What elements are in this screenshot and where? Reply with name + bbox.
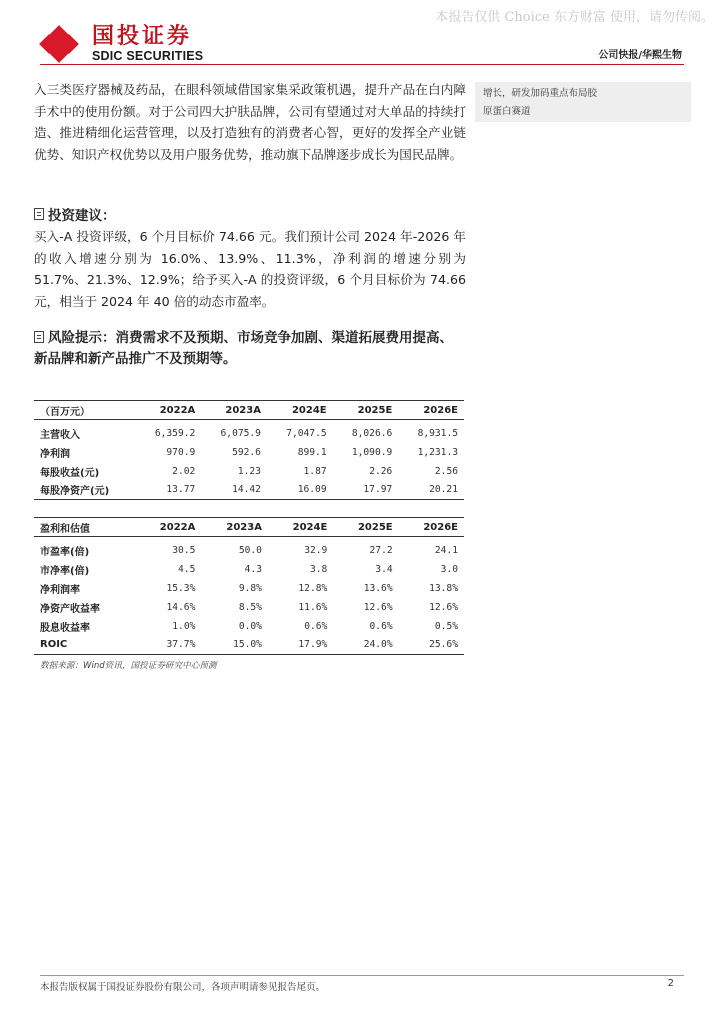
table-cell: 1.23 — [237, 465, 261, 477]
data-source: 数据来源：Wind资讯，国投证券研究中心预测 — [40, 661, 217, 671]
table-cell: 6,359.2 — [154, 427, 196, 439]
side-note — [475, 82, 691, 122]
page-number: 2 — [667, 978, 674, 989]
row-label: 每股净资产(元) — [40, 486, 110, 498]
table-cell: 16.09 — [297, 484, 327, 496]
row-label: 净利润率 — [40, 584, 80, 596]
table-cell: 17.9% — [298, 639, 328, 651]
risk-text: 风险提示：消费需求不及预期、市场竞争加剧、渠道拓展费用提高、新品牌和新产品推广不及预期等。 — [34, 330, 453, 367]
logo-text-en: SDIC SECURITIES — [92, 49, 204, 63]
table-cell: 12.6% — [363, 601, 393, 613]
table-cell: 12.8% — [298, 582, 328, 594]
table-header: 2022A — [159, 404, 196, 416]
table-cell: 1.0% — [172, 620, 196, 632]
table-cell: 0.6% — [304, 620, 328, 632]
table-row — [34, 598, 464, 617]
row-label: 市盈率(倍) — [40, 546, 90, 558]
table-cell: 0.5% — [434, 620, 458, 632]
table-header-row — [34, 518, 464, 537]
table-row — [34, 462, 464, 481]
table-cell: 14.6% — [166, 601, 196, 613]
row-label: 市净率(倍) — [40, 565, 90, 577]
row-label: 每股收益(元) — [40, 467, 100, 479]
table-cell: 0.0% — [238, 620, 262, 632]
table-row — [34, 579, 464, 598]
investment-title-text: 投资建议： — [48, 208, 116, 224]
footer-disclaimer: 本报告版权属于国投证券股份有限公司，各项声明请参见报告尾页。 — [40, 982, 326, 993]
table-cell: 30.5 — [172, 544, 196, 556]
table-cell: 15.3% — [166, 582, 196, 594]
table-cell: 2.56 — [434, 465, 458, 477]
table-row — [34, 560, 464, 579]
table-cell: 17.97 — [363, 484, 393, 496]
table-cell: 4.3 — [244, 563, 262, 575]
table-cell: 20.21 — [429, 484, 458, 496]
table-cell: 13.6% — [363, 582, 393, 594]
table-header: 盈利和估值 — [40, 523, 90, 535]
table-cell: 899.1 — [297, 446, 327, 458]
table-row — [34, 443, 464, 462]
table-cell: 592.6 — [232, 446, 261, 458]
table-cell: 8.5% — [238, 601, 262, 613]
table-cell: 3.4 — [375, 563, 393, 575]
table-cell: 32.9 — [304, 544, 328, 556]
header-divider — [40, 64, 684, 65]
table-header: 2025E — [357, 404, 393, 416]
table-cell: 9.8% — [238, 582, 262, 594]
table-cell: 24.1 — [434, 544, 458, 556]
table-cell: 2.02 — [172, 465, 196, 477]
table-row — [34, 636, 464, 655]
table-cell: 24.0% — [363, 639, 393, 651]
table-header: 2023A — [226, 521, 262, 533]
table-header: 2023A — [225, 404, 261, 416]
table-cell: 970.9 — [166, 446, 196, 458]
logo-mark-icon — [40, 26, 84, 62]
watermark: 本报告仅供 Choice 东方财富 使用，请勿传阅。 — [435, 10, 714, 25]
table-header: 2026E — [423, 404, 458, 416]
table-cell: 3.8 — [309, 563, 328, 575]
table-cell: 1,090.9 — [351, 446, 393, 458]
table-cell: 15.0% — [233, 639, 262, 651]
table-cell: 37.7% — [166, 639, 196, 651]
document-icon — [34, 208, 44, 220]
table-row — [34, 481, 464, 500]
row-label: 股息收益率 — [40, 622, 90, 634]
table-cell: 14.42 — [232, 484, 261, 496]
table-header: （百万元） — [40, 406, 90, 418]
report-type: 公司快报/华熙生物 — [598, 50, 682, 61]
table-header: 2022A — [159, 521, 196, 533]
row-label: 净利润 — [40, 448, 70, 460]
table-cell: 13.77 — [166, 484, 196, 496]
row-label: ROIC — [40, 639, 68, 651]
table-row — [34, 420, 464, 443]
table-cell: 50.0 — [238, 544, 262, 556]
table-cell: 1,231.3 — [417, 446, 458, 458]
table-cell: 27.2 — [369, 544, 393, 556]
table-cell: 1.87 — [303, 465, 327, 477]
row-label: 净资产收益率 — [40, 603, 100, 615]
valuation-table — [34, 517, 464, 655]
table-row — [34, 617, 464, 636]
company-logo — [40, 26, 203, 62]
table-cell: 12.6% — [429, 601, 458, 613]
table-cell: 2.26 — [369, 465, 393, 477]
table-cell: 8,931.5 — [417, 427, 458, 439]
intro-paragraph: 入三类医疗器械及药品，在眼科领域借国家集采政策机遇，提升产品在白内障手术中的使用份额。对于公司四大护肤品牌，公司有望通过对大单品的持续打造、推进精细化运营管理，以及打造独有的消费者心智，更好的发挥全产业链优势、知识产权优势以及用户服务优势，推动旗下品牌逐步成长为国民品牌。 — [34, 82, 466, 162]
table-cell: 6,075.9 — [220, 427, 261, 439]
footer-divider — [40, 975, 684, 976]
investment-title — [34, 204, 116, 224]
table-cell: 0.6% — [369, 620, 393, 632]
table-header: 2024E — [291, 404, 327, 416]
logo-text-cn: 国投证券 — [92, 24, 193, 49]
table-cell: 25.6% — [429, 639, 458, 651]
table-cell: 7,047.5 — [286, 427, 327, 439]
table-cell: 3.0 — [440, 563, 458, 575]
table-row — [34, 537, 464, 560]
row-label: 主营收入 — [40, 429, 80, 441]
risk-section — [34, 328, 466, 370]
financial-table — [34, 400, 464, 500]
table-header: 2024E — [292, 521, 328, 533]
table-cell: 4.5 — [178, 563, 196, 575]
investment-paragraph: 买入-A 投资评级，6 个月目标价 74.66 元。我们预计公司 2024 年-2026 年的收入增速分别为 16.0%、13.9%、11.3%，净利润的增速分别为 51.7%、21.3%、12.9%；给予买入-A 的投资评级，6 个月目标价为 74.66 元，相当于 2024 年 40 倍的动态市盈率。 — [34, 229, 466, 309]
table-header-row — [34, 401, 464, 420]
table-header: 2026E — [423, 521, 458, 533]
table-cell: 13.8% — [429, 582, 458, 594]
document-icon — [34, 331, 44, 343]
table-header: 2025E — [357, 521, 393, 533]
table-cell: 11.6% — [298, 601, 328, 613]
table-cell: 8,026.6 — [351, 427, 393, 439]
side-note-line: 原蛋白赛道 — [483, 106, 531, 117]
side-note-line: 增长，研发加码重点布局胶 — [483, 88, 598, 99]
